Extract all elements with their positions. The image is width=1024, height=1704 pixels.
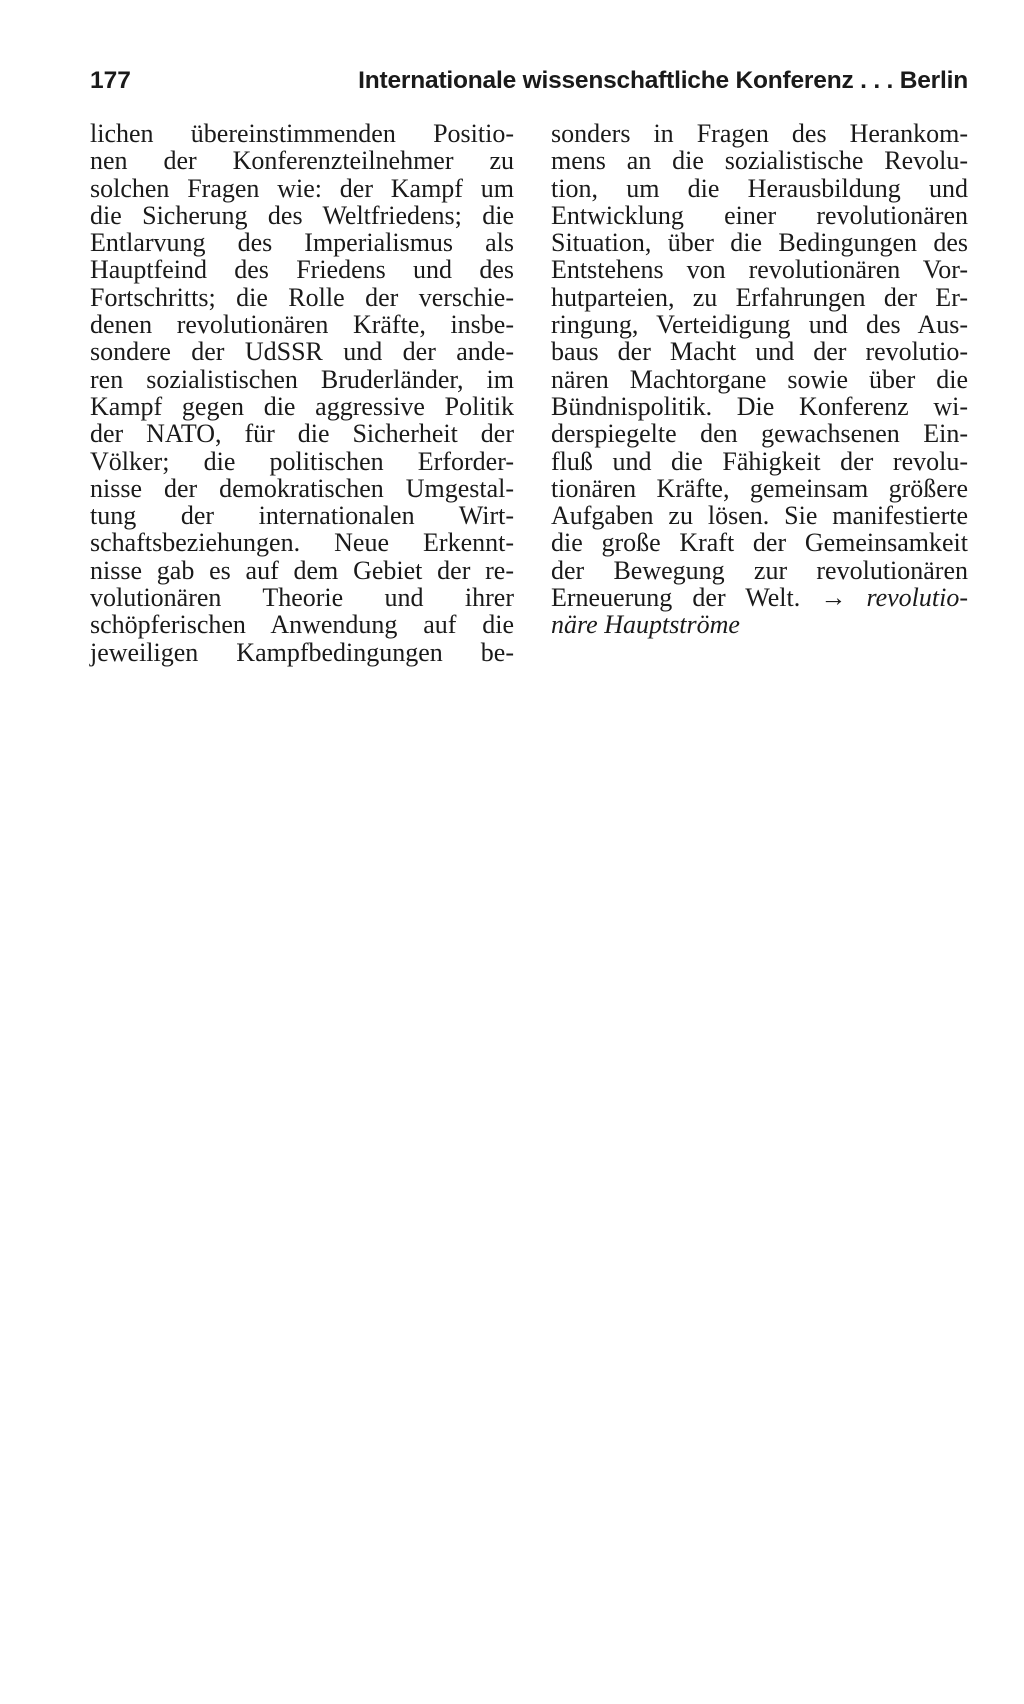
text-line: der NATO, für die Sicherheit der: [90, 419, 514, 449]
text-line: ren sozialistischen Bruderländer, im: [90, 364, 514, 394]
text-fragment: Erneuerung der Welt.: [551, 583, 821, 613]
text-line: sondere der UdSSR und der ande-: [90, 337, 514, 367]
text-line: [551, 611, 968, 638]
text-line: der Bewegung zur revolutionären: [551, 555, 968, 585]
text-line: tion, um die Herausbildung und: [551, 173, 968, 203]
text-line: Bündnispolitik. Die Konferenz wi-: [551, 391, 968, 421]
running-header: [90, 64, 968, 104]
text-line: Kampf gegen die aggressive Politik: [90, 391, 514, 421]
text-line: Hauptfeind des Friedens und des: [90, 255, 514, 285]
right-column: [551, 120, 968, 639]
text-line-with-cross-reference: [551, 584, 968, 611]
text-line: nisse der demokratischen Umgestal-: [90, 473, 514, 503]
text-line: hutparteien, zu Erfahrungen der Er-: [551, 282, 968, 312]
text-line: nisse gab es auf dem Gebiet der re-: [90, 555, 514, 585]
text-line: Entlarvung des Imperialismus als: [90, 228, 514, 258]
text-line: denen revolutionären Kräfte, insbe-: [90, 310, 514, 340]
cross-reference-link[interactable]: revolutio-: [866, 583, 969, 613]
text-line: die Sicherung des Weltfriedens; die: [90, 200, 514, 230]
text-line: derspiegelte den gewachsenen Ein-: [551, 419, 968, 449]
text-line: Situation, über die Bedingungen des: [551, 228, 968, 258]
left-column: [90, 120, 514, 666]
page-number: 177: [90, 67, 131, 94]
text-line: Fortschritts; die Rolle der verschie-: [90, 282, 514, 312]
text-line: baus der Macht und der revolutio-: [551, 337, 968, 367]
text-line: fluß und die Fähigkeit der revolu-: [551, 446, 968, 476]
text-line: jeweiligen Kampfbedingungen be-: [90, 637, 514, 667]
text-line: ringung, Verteidigung und des Aus-: [551, 310, 968, 340]
text-line: Aufgaben zu lösen. Sie manifestierte: [551, 501, 968, 531]
text-line: tionären Kräfte, gemeinsam größere: [551, 473, 968, 503]
text-line: Entstehens von revolutionären Vor-: [551, 255, 968, 285]
running-title: Internationale wissenschaftliche Konferenz . . . Berlin: [358, 67, 968, 94]
text-line: nären Machtorgane sowie über die: [551, 364, 968, 394]
text-line: tung der internationalen Wirt-: [90, 501, 514, 531]
text-line: die große Kraft der Gemeinsamkeit: [551, 528, 968, 558]
text-line: Entwicklung einer revolutionären: [551, 200, 968, 230]
text-line: Völker; die politischen Erforder-: [90, 446, 514, 476]
cross-reference-link-continued[interactable]: näre Hauptströme: [551, 610, 740, 640]
text-line: sonders in Fragen des Herankom-: [551, 119, 968, 148]
text-line: schaftsbeziehungen. Neue Erkennt-: [90, 528, 514, 558]
text-line: volutionären Theorie und ihrer: [90, 583, 514, 613]
cross-reference-arrow-icon: →: [820, 583, 847, 613]
text-line: solchen Fragen wie: der Kampf um: [90, 173, 514, 203]
text-line: schöpferischen Anwendung auf die: [90, 610, 514, 640]
text-line: nen der Konferenzteilnehmer zu: [90, 146, 514, 176]
text-line: lichen übereinstimmenden Positio-: [90, 119, 514, 148]
text-line: mens an die sozialistische Revolu-: [551, 146, 968, 176]
